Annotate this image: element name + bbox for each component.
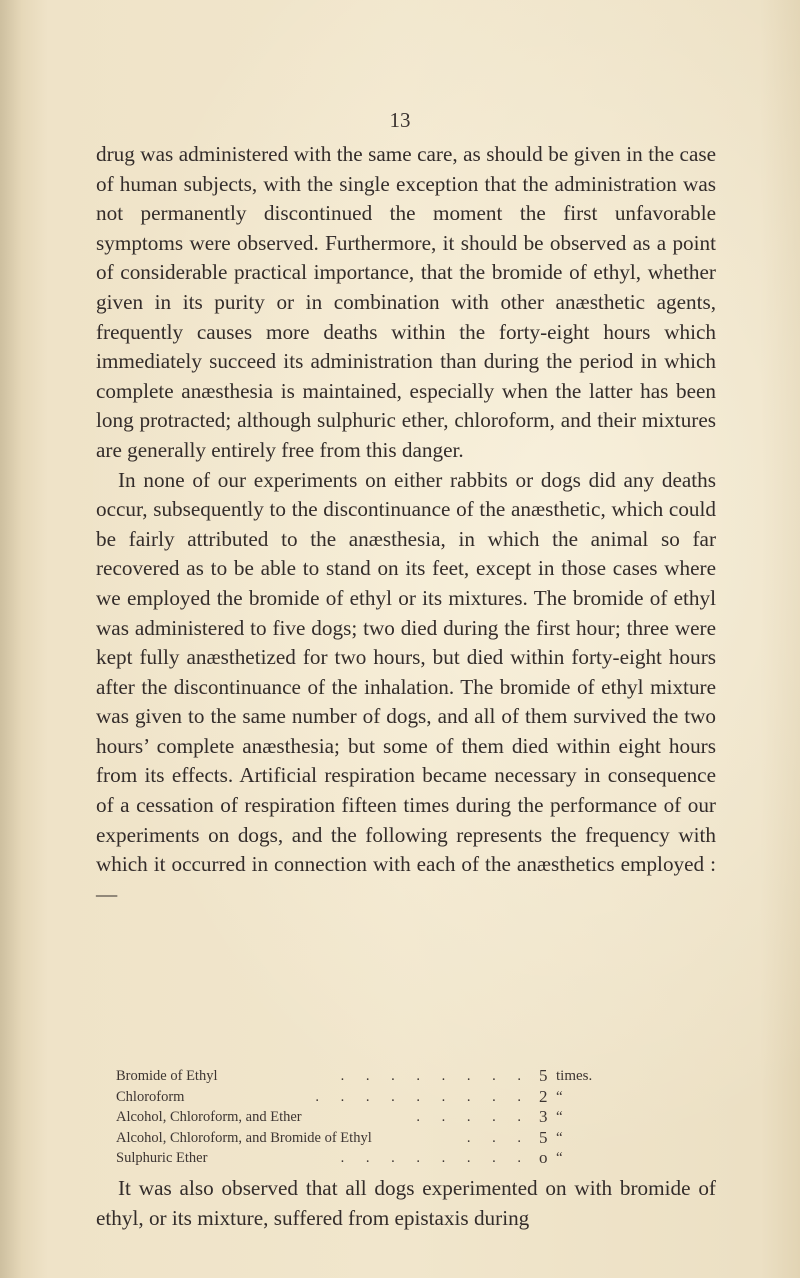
row-value: 2 [539, 1086, 548, 1106]
row-unit: “ [556, 1129, 563, 1146]
paragraph-experiments: In none of our experiments on either rabbits or dogs did any deaths occur, subsequently to the discontinuance of the anæsthetic, which could be fairly attributed to the anæsthesia, in which the animal so far recovered as to be able to stand on its feet, except in those cases where we employed the bromide of ethyl or its mixtures. The bromide of ethyl was administered to five dogs; two died during the first hour; three were kept fully anæsthetized for two hours, but died within forty-eight hours after the discontinuance of the inhalation. The bromide of ethyl mixture was given to the same number of dogs, and all of them survived the two hours’ complete anæsthesia; but some of them died within eight hours from its effects. Artificial respiration became necessary in consequence of a cessation of respiration fifteen times during the performance of our experiments on dogs, and the following represents the frequency with which it occurred in connection with each of the anæsthetics employed :— [96, 467, 716, 906]
paragraph-continued: drug was administered with the same care, as should be given in the case of human subjects, with the single exception that the administration was not permanently discontinued the moment the first unfavorable symptoms were observed. Furthermore, it should be observed as a point of considerable practical importance, that the bromide of ethyl, whether given in its purity or in combination with other anæsthetic agents, frequently causes more deaths within the forty-eight hours which immediately succeed its administration than during the period in which complete anæsthesia is maintained, especially when the latter has been long protracted; although sulphuric ether, chloroform, and their mixtures are generally entirely free from this danger. [96, 142, 716, 462]
leader-dots: . . . . . . . . . [315, 1088, 530, 1105]
row-label: Alcohol, Chloroform, and Bromide of Ethyl [116, 1129, 372, 1146]
row-value: 5 [539, 1066, 548, 1085]
frequency-table [116, 1066, 656, 1169]
leader-dots: . . . . . . . . [340, 1150, 530, 1167]
table-row [116, 1087, 656, 1108]
row-unit: “ [556, 1088, 563, 1105]
paragraph-epistaxis: It was also observed that all dogs experimented on with bromide of ethyl, or its mixture, suffered from epistaxis during [96, 1176, 716, 1230]
row-label: Bromide of Ethyl [116, 1068, 218, 1084]
closing-text [96, 1174, 716, 1233]
row-unit: “ [556, 1150, 563, 1167]
leader-dots: . . . . . . . . [340, 1068, 530, 1084]
table-row [116, 1066, 656, 1087]
row-value: 3 [539, 1107, 548, 1127]
page-number: 13 [389, 108, 411, 132]
row-label: Alcohol, Chloroform, and Ether [116, 1109, 302, 1126]
leader-dots: . . . [466, 1129, 530, 1146]
body-text [96, 140, 716, 909]
row-value: 5 [539, 1127, 548, 1147]
row-label: Sulphuric Ether [116, 1150, 208, 1167]
table-row [116, 1128, 656, 1149]
table-row [116, 1148, 656, 1169]
leader-dots: . . . . . [416, 1109, 530, 1126]
row-unit: times. [556, 1068, 593, 1084]
row-label: Chloroform [116, 1088, 185, 1105]
row-value: o [539, 1148, 548, 1168]
row-unit: “ [556, 1109, 563, 1126]
table-row [116, 1107, 656, 1128]
